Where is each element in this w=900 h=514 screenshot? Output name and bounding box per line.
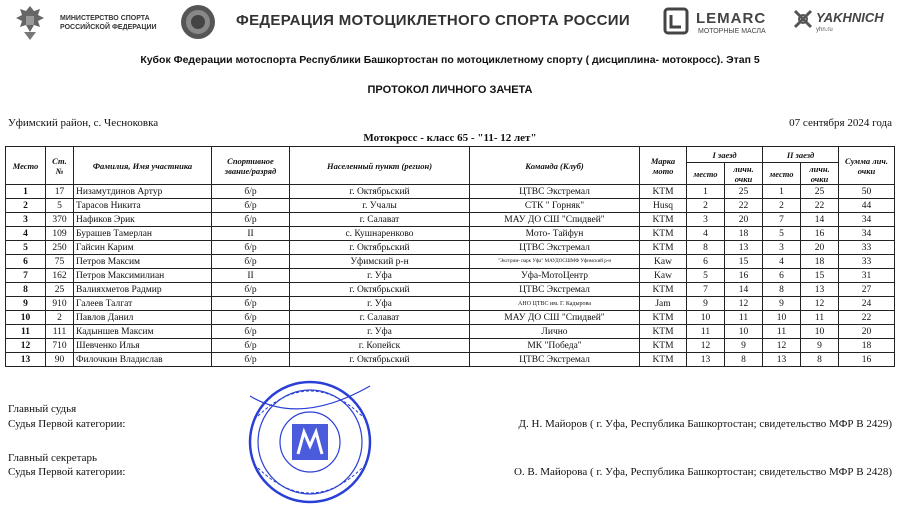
row-team: Уфа-МотоЦентр <box>470 269 640 283</box>
row-team: Мото- Тайфун <box>470 227 640 241</box>
table-row <box>6 297 895 311</box>
yakhnich-logo <box>792 8 884 35</box>
row-number: 109 <box>46 227 74 241</box>
row-team: МК "Победа" <box>470 339 640 353</box>
protocol-title: ПРОТОКОЛ ЛИЧНОГО ЗАЧЕТА <box>367 84 533 96</box>
row-rank: б/р <box>212 213 290 227</box>
row-race2-place: 6 <box>763 269 801 283</box>
row-place: 2 <box>6 199 46 213</box>
lemarc-icon <box>662 6 690 36</box>
row-moto: KTM <box>640 213 687 227</box>
row-sum: 20 <box>839 325 895 339</box>
yakhnich-sub: yhn.ru <box>816 27 833 33</box>
row-race2-place: 10 <box>763 311 801 325</box>
row-place: 7 <box>6 269 46 283</box>
row-number: 710 <box>46 339 74 353</box>
row-race1-place: 4 <box>687 227 725 241</box>
table-row <box>6 241 895 255</box>
row-race1-place: 7 <box>687 283 725 297</box>
row-city: г. Уфа <box>290 325 470 339</box>
row-race1-points: 25 <box>725 185 763 199</box>
row-city: с. Кушнаренково <box>290 227 470 241</box>
row-moto: KTM <box>640 283 687 297</box>
judge-title: Главный судья <box>8 403 77 415</box>
row-race1-place: 10 <box>687 311 725 325</box>
row-race2-points: 20 <box>801 241 839 255</box>
row-race1-place: 5 <box>687 269 725 283</box>
row-race2-points: 10 <box>801 325 839 339</box>
row-moto: KTM <box>640 353 687 367</box>
row-race1-points: 11 <box>725 311 763 325</box>
row-number: 75 <box>46 255 74 269</box>
row-place: 1 <box>6 185 46 199</box>
row-sum: 34 <box>839 213 895 227</box>
row-race1-points: 15 <box>725 255 763 269</box>
header-race1-place: место <box>687 163 725 185</box>
row-race2-points: 8 <box>801 353 839 367</box>
row-race2-place: 7 <box>763 213 801 227</box>
row-moto: Kaw <box>640 255 687 269</box>
table-row <box>6 185 895 199</box>
row-rank: б/р <box>212 241 290 255</box>
row-number: 17 <box>46 185 74 199</box>
header-city: Населенный пункт (регион) <box>290 147 470 185</box>
table-row <box>6 339 895 353</box>
row-team: Лично <box>470 325 640 339</box>
row-city: г. Копейск <box>290 339 470 353</box>
row-sum: 22 <box>839 311 895 325</box>
row-city: г. Октябрьский <box>290 283 470 297</box>
row-team: "Экстрим- парк Уфа" МАУДОСШМФ Уфимский р-н <box>470 255 640 269</box>
row-place: 8 <box>6 283 46 297</box>
row-number: 111 <box>46 325 74 339</box>
row-race1-points: 16 <box>725 269 763 283</box>
row-sum: 34 <box>839 227 895 241</box>
row-race2-place: 9 <box>763 297 801 311</box>
ministry-emblem-icon <box>10 2 50 42</box>
row-rank: б/р <box>212 199 290 213</box>
row-moto: KTM <box>640 227 687 241</box>
row-race2-place: 4 <box>763 255 801 269</box>
header-race2: II заезд <box>763 147 839 163</box>
row-number: 910 <box>46 297 74 311</box>
header-name: Фамилия, Имя участника <box>74 147 212 185</box>
row-sum: 16 <box>839 353 895 367</box>
row-race1-points: 9 <box>725 339 763 353</box>
header-race2-points: личн. очки <box>801 163 839 185</box>
row-number: 5 <box>46 199 74 213</box>
table-row <box>6 255 895 269</box>
row-rank: б/р <box>212 255 290 269</box>
row-race2-points: 16 <box>801 227 839 241</box>
row-race2-place: 12 <box>763 339 801 353</box>
row-race2-place: 1 <box>763 185 801 199</box>
row-race2-points: 15 <box>801 269 839 283</box>
table-row <box>6 269 895 283</box>
row-place: 13 <box>6 353 46 367</box>
row-name: Тарасов Никита <box>74 199 212 213</box>
secretary-title: Главный секретарь <box>8 452 97 464</box>
row-city: г. Уфа <box>290 297 470 311</box>
row-race1-place: 1 <box>687 185 725 199</box>
lemarc-logo <box>662 6 767 41</box>
row-race2-points: 9 <box>801 339 839 353</box>
row-sum: 33 <box>839 241 895 255</box>
row-moto: KTM <box>640 325 687 339</box>
row-race1-points: 22 <box>725 199 763 213</box>
row-rank: б/р <box>212 325 290 339</box>
row-race2-place: 3 <box>763 241 801 255</box>
row-race2-place: 11 <box>763 325 801 339</box>
secretary-name: О. В. Майорова ( г. Уфа, Республика Башкортостан; свидетельство МФР В 2428) <box>513 466 892 478</box>
event-title: Кубок Федерации мотоспорта Республики Башкортостан по мотоциклетному спорту ( дисциплина- мотокросс). Этап 5 <box>140 54 760 66</box>
yakhnich-icon <box>792 8 814 30</box>
results-table <box>5 146 895 367</box>
ministry-name <box>60 14 157 32</box>
row-team: СТК " Горняк" <box>470 199 640 213</box>
header-race1-points: личн. очки <box>725 163 763 185</box>
header-race2-place: место <box>763 163 801 185</box>
row-race2-points: 18 <box>801 255 839 269</box>
row-number: 162 <box>46 269 74 283</box>
row-race1-place: 3 <box>687 213 725 227</box>
row-name: Гайсин Карим <box>74 241 212 255</box>
row-number: 2 <box>46 311 74 325</box>
lemarc-name: LEMARC <box>696 10 767 27</box>
row-number: 250 <box>46 241 74 255</box>
row-city: г. Салават <box>290 311 470 325</box>
row-race2-points: 25 <box>801 185 839 199</box>
row-place: 11 <box>6 325 46 339</box>
row-race1-points: 14 <box>725 283 763 297</box>
row-race2-points: 22 <box>801 199 839 213</box>
row-name: Галеев Талгат <box>74 297 212 311</box>
page-header <box>0 0 900 46</box>
row-team: МАУ ДО СШ "Спидвей" <box>470 213 640 227</box>
row-place: 3 <box>6 213 46 227</box>
row-team: ЦТВС Экстремал <box>470 353 640 367</box>
row-race2-points: 14 <box>801 213 839 227</box>
row-moto: KTM <box>640 339 687 353</box>
federation-name: ФЕДЕРАЦИЯ МОТОЦИКЛЕТНОГО СПОРТА РОССИИ <box>236 12 630 29</box>
row-sum: 27 <box>839 283 895 297</box>
row-race1-place: 2 <box>687 199 725 213</box>
row-number: 90 <box>46 353 74 367</box>
header-moto: Марка мото <box>640 147 687 185</box>
row-city: г. Октябрьский <box>290 241 470 255</box>
row-rank: б/р <box>212 339 290 353</box>
secretary-category: Судья Первой категории: <box>8 466 126 478</box>
row-race1-place: 9 <box>687 297 725 311</box>
row-race1-place: 12 <box>687 339 725 353</box>
ministry-line2: РОССИЙСКОЙ ФЕДЕРАЦИИ <box>60 24 157 31</box>
row-rank: II <box>212 269 290 283</box>
row-rank: б/р <box>212 297 290 311</box>
header-sum: Сумма лич. очки <box>839 147 895 185</box>
row-city: г. Октябрьский <box>290 185 470 199</box>
row-race1-points: 20 <box>725 213 763 227</box>
row-name: Нафиков Эрик <box>74 213 212 227</box>
row-city: г. Октябрьский <box>290 353 470 367</box>
row-rank: II <box>212 227 290 241</box>
judge-category: Судья Первой категории: <box>8 418 126 430</box>
row-moto: KTM <box>640 185 687 199</box>
table-row <box>6 213 895 227</box>
row-race1-place: 8 <box>687 241 725 255</box>
official-stamp-icon <box>240 376 380 508</box>
row-name: Павлов Данил <box>74 311 212 325</box>
row-race2-points: 12 <box>801 297 839 311</box>
row-race2-place: 8 <box>763 283 801 297</box>
row-city: г. Салават <box>290 213 470 227</box>
row-moto: Jam <box>640 297 687 311</box>
row-moto: KTM <box>640 311 687 325</box>
results-body <box>6 185 895 367</box>
row-moto: Kaw <box>640 269 687 283</box>
row-number: 370 <box>46 213 74 227</box>
row-name: Низамутдинов Артур <box>74 185 212 199</box>
row-moto: KTM <box>640 241 687 255</box>
row-sum: 33 <box>839 255 895 269</box>
judge-name: Д. Н. Майоров ( г. Уфа, Республика Башкортостан; свидетельство МФР В 2429) <box>518 418 892 430</box>
row-race2-place: 13 <box>763 353 801 367</box>
row-team: ЦТВС Экстремал <box>470 241 640 255</box>
row-race1-points: 18 <box>725 227 763 241</box>
yakhnich-name: YAKHNICH <box>816 10 884 25</box>
row-race1-points: 10 <box>725 325 763 339</box>
row-place: 6 <box>6 255 46 269</box>
row-race2-place: 2 <box>763 199 801 213</box>
table-row <box>6 227 895 241</box>
row-rank: б/р <box>212 283 290 297</box>
row-name: Шевченко Илья <box>74 339 212 353</box>
row-rank: б/р <box>212 311 290 325</box>
event-location: Уфимский район, с. Чесноковка <box>8 117 159 129</box>
row-name: Кадыншев Максим <box>74 325 212 339</box>
table-row <box>6 199 895 213</box>
federation-seal-icon <box>180 4 216 40</box>
table-row <box>6 283 895 297</box>
row-race1-place: 11 <box>687 325 725 339</box>
header-rank: Спортивное звание/разряд <box>212 147 290 185</box>
row-name: Бурашев Тамерлан <box>74 227 212 241</box>
header-team: Команда (Клуб) <box>470 147 640 185</box>
row-city: Уфимский р-н <box>290 255 470 269</box>
row-team: МАУ ДО СШ "Спидвей" <box>470 311 640 325</box>
row-race1-points: 12 <box>725 297 763 311</box>
row-team: АНО ЦТВС им. Г. Кадырова <box>470 297 640 311</box>
lemarc-sub: МОТОРНЫЕ МАСЛА <box>698 28 766 35</box>
row-name: Валияхметов Радмир <box>74 283 212 297</box>
row-race2-place: 5 <box>763 227 801 241</box>
header-race1: I заезд <box>687 147 763 163</box>
row-team: ЦТВС Экстремал <box>470 185 640 199</box>
row-place: 5 <box>6 241 46 255</box>
row-name: Петров Максимилиан <box>74 269 212 283</box>
row-sum: 50 <box>839 185 895 199</box>
row-rank: б/р <box>212 353 290 367</box>
row-city: г. Уфа <box>290 269 470 283</box>
event-date: 07 сентября 2024 года <box>789 117 892 129</box>
row-moto: Husq <box>640 199 687 213</box>
row-place: 9 <box>6 297 46 311</box>
row-race1-points: 13 <box>725 241 763 255</box>
row-race1-place: 13 <box>687 353 725 367</box>
row-race2-points: 13 <box>801 283 839 297</box>
row-race1-place: 6 <box>687 255 725 269</box>
row-name: Филочкин Владислав <box>74 353 212 367</box>
row-city: г. Учалы <box>290 199 470 213</box>
class-title: Мотокросс - класс 65 - "11- 12 лет" <box>363 132 537 144</box>
row-place: 12 <box>6 339 46 353</box>
row-race2-points: 11 <box>801 311 839 325</box>
row-place: 10 <box>6 311 46 325</box>
row-name: Петров Максим <box>74 255 212 269</box>
row-sum: 31 <box>839 269 895 283</box>
row-place: 4 <box>6 227 46 241</box>
row-team: ЦТВС Экстремал <box>470 283 640 297</box>
row-number: 25 <box>46 283 74 297</box>
table-row <box>6 311 895 325</box>
row-sum: 18 <box>839 339 895 353</box>
row-sum: 44 <box>839 199 895 213</box>
table-row <box>6 325 895 339</box>
row-race1-points: 8 <box>725 353 763 367</box>
ministry-line1: МИНИСТЕРСТВО СПОРТА <box>60 15 150 22</box>
table-row <box>6 353 895 367</box>
header-number: Ст. № <box>46 147 74 185</box>
header-place: Место <box>6 147 46 185</box>
row-rank: б/р <box>212 185 290 199</box>
row-sum: 24 <box>839 297 895 311</box>
